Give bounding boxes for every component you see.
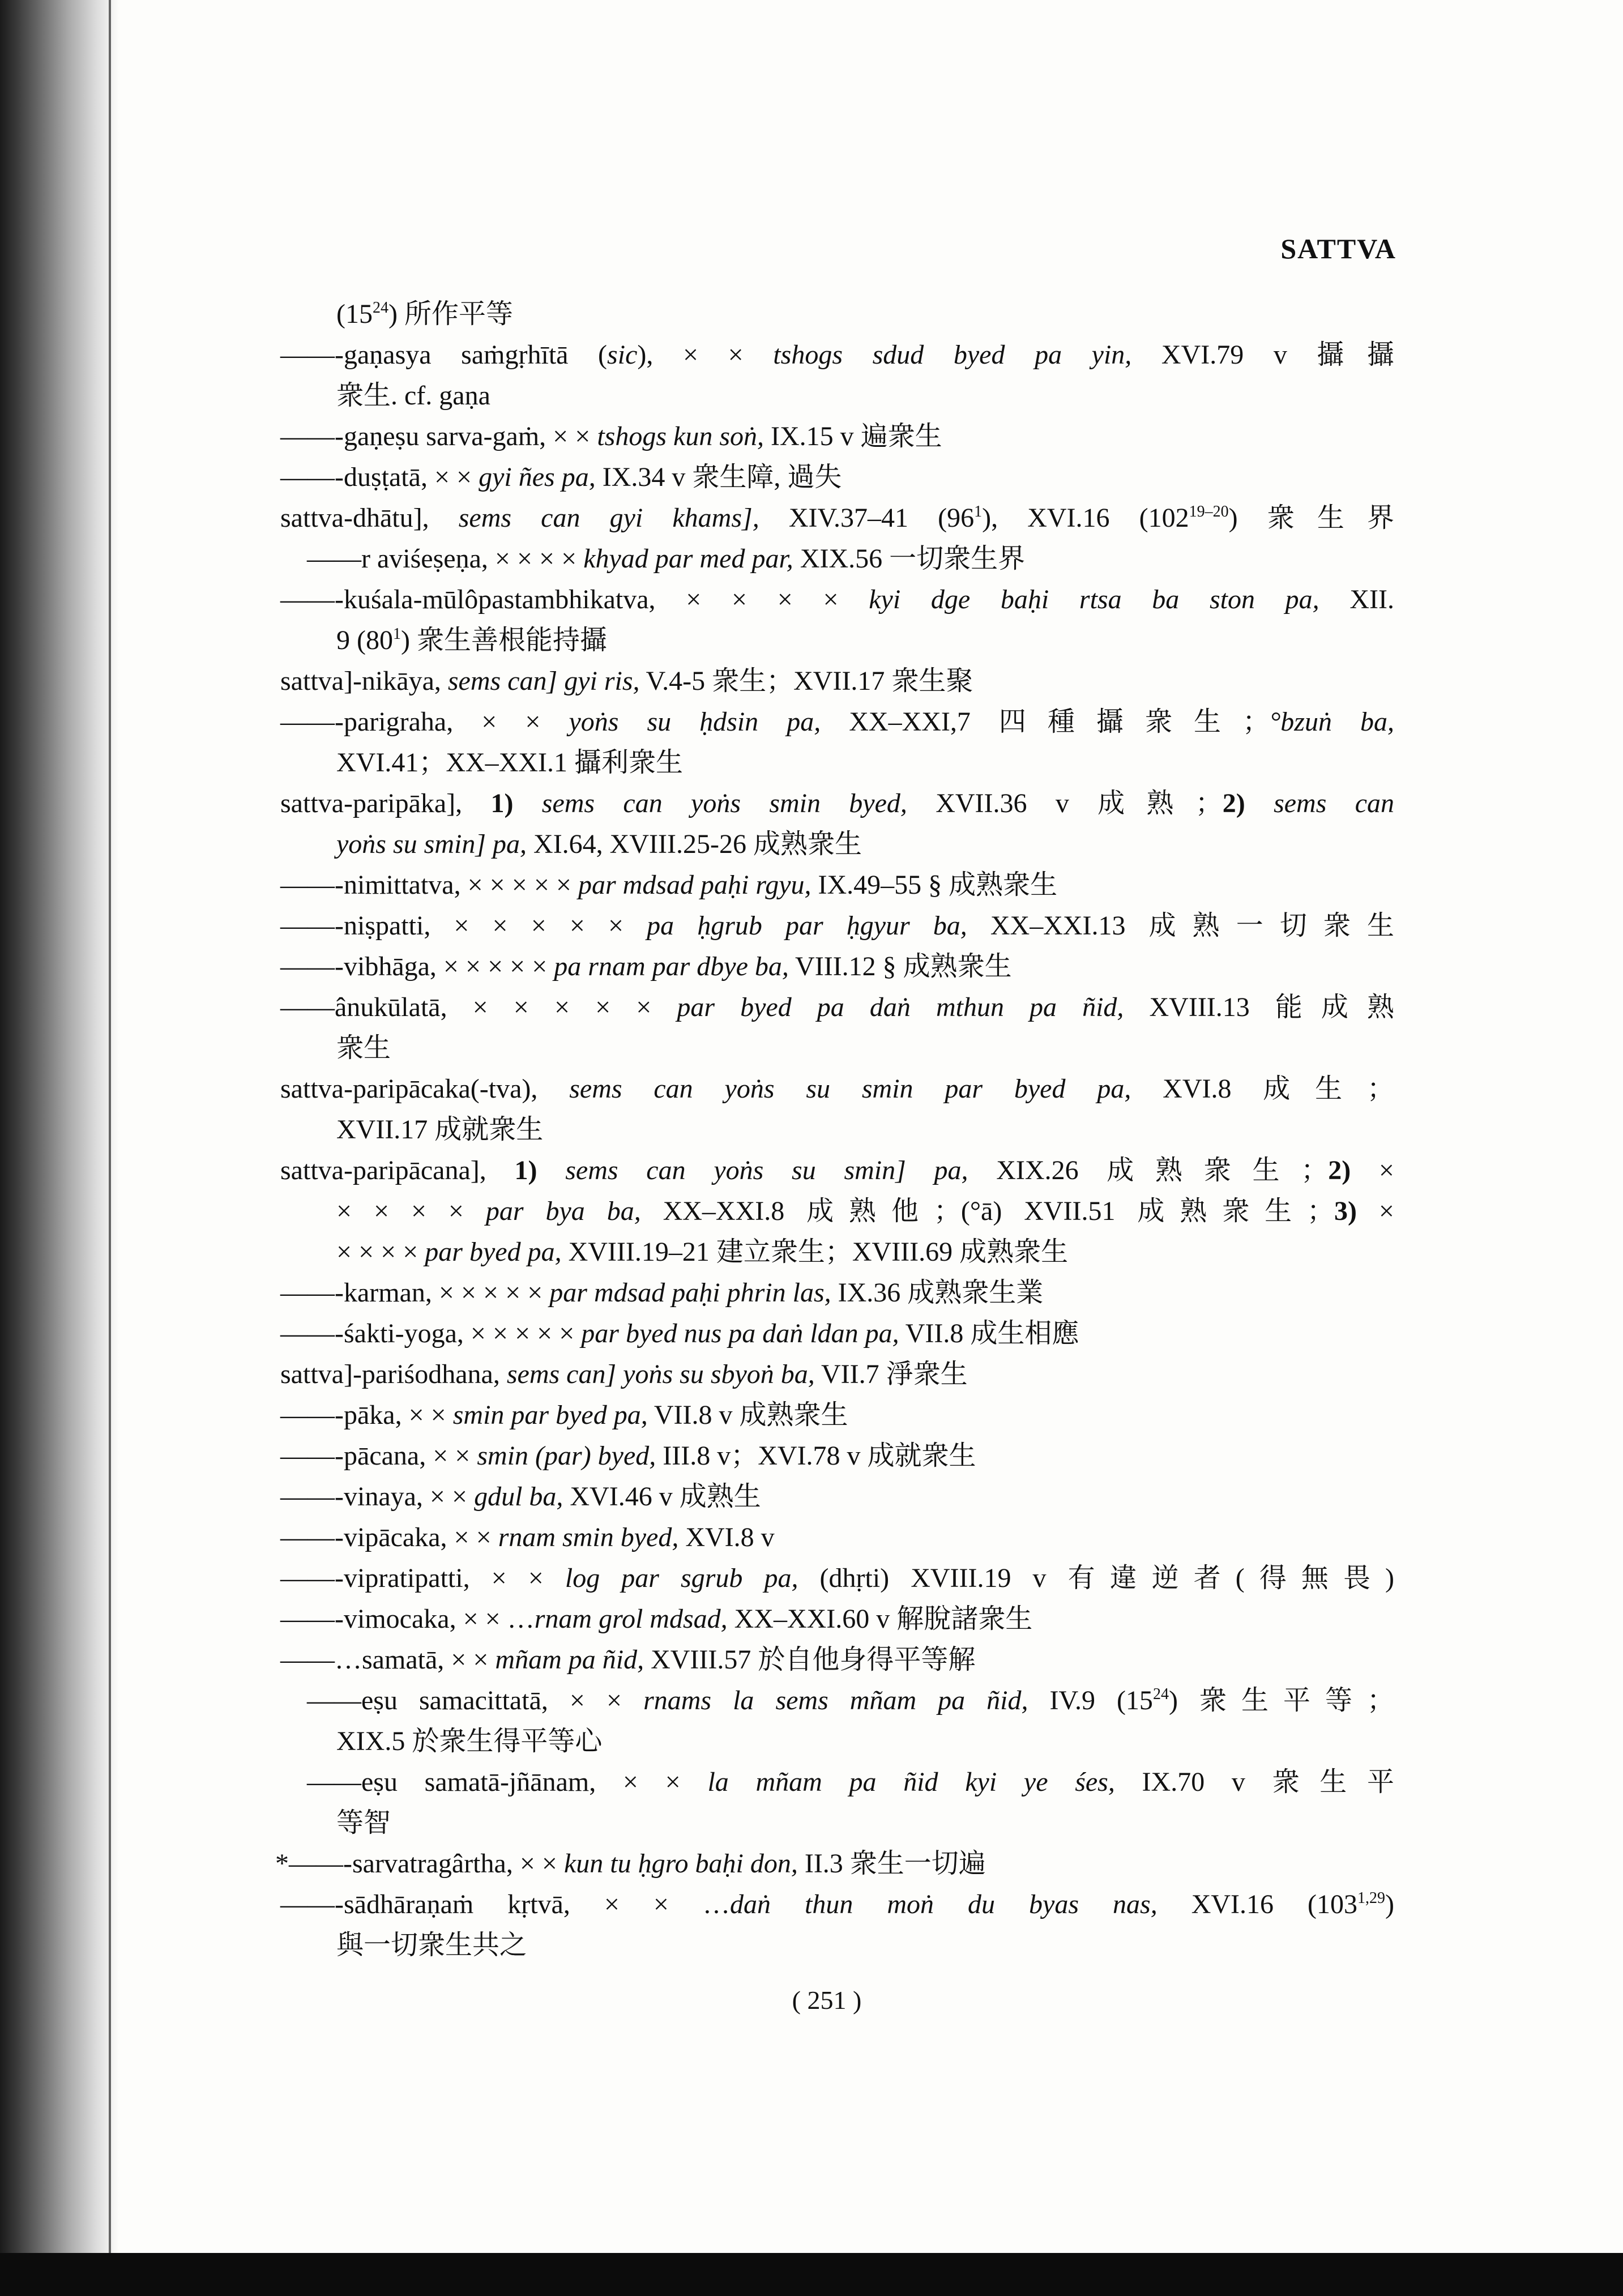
entry-text: ——-duṣṭatā, × × [280,462,479,492]
entry-text: VII.8 v 成熟衆生 [647,1400,848,1430]
entry-text: VIII.12 § 成熟衆生 [788,951,1012,981]
scan-bottom-edge [0,2253,1623,2296]
tibetan-text: sems can] yoṅs su sbyoṅ ba, [506,1359,815,1389]
entry-text: XVIII.19–21 建立衆生；XVIII.69 成熟衆生 [561,1237,1069,1267]
superscript-reference: 1 [392,625,401,643]
entry-text: 衆生 [336,1033,391,1063]
dictionary-entry-line [280,335,1394,375]
tibetan-text: par byed pa, [425,1237,562,1267]
entry-text: ——-vimocaka, × × … [280,1604,535,1634]
entry-text: (15 [336,299,373,329]
dictionary-entry-line [280,579,1394,620]
entry-text: ) [1385,1889,1394,1919]
tibetan-text: sems can yoṅs smin byed, [541,788,907,818]
entry-text: XVI.46 v 成熟生 [563,1482,761,1512]
entry-text: XVII.17 成就衆生 [336,1115,544,1145]
tibetan-text: kyi dge baḥi rtsa ba ston pa, [869,584,1319,614]
entry-text: ), XVI.16 (102 [982,503,1189,533]
entry-text: XIX.26 成熟衆生； [968,1155,1329,1185]
entry-text: III.8 v；XVI.78 v 成就衆生 [656,1441,976,1471]
dictionary-entry-line [275,1843,986,1884]
entry-continuation-line [336,375,490,416]
tibetan-text: rnam smin byed, [498,1522,679,1552]
entry-text: sattva-paripācana], [280,1155,515,1185]
entry-text: ——-vipratipatti, × × [280,1563,565,1593]
dictionary-entry-line [280,702,1394,742]
entry-text: XII. [1319,584,1394,614]
dictionary-entry-line [280,498,1394,539]
sense-number: 1) [490,788,514,818]
entry-text [513,788,541,818]
entry-text: ——-kuśala-mūlôpastambhikatva, × × × × [280,584,869,614]
dictionary-entry-line [280,1436,976,1476]
entry-text: 與一切衆生共之 [336,1930,527,1960]
dictionary-entry-line [280,1640,975,1680]
dictionary-entry-line [280,1599,1032,1640]
entry-text: sattva]-nikāya, [280,666,448,696]
dictionary-entry-line [280,416,942,457]
dictionary-entry-line [280,987,1394,1028]
entry-text: ) 所作平等 [388,299,513,329]
entry-text: II.3 衆生一切遍 [797,1849,986,1879]
tibetan-text: sic [607,340,638,370]
dictionary-entry-line [280,906,1394,946]
entry-text: ), × × [637,340,774,370]
entry-text: (dhṛti) XVIII.19 v 有違逆者(得無畏) [798,1563,1394,1593]
entry-text: ——ânukūlatā, × × × × × [280,992,677,1022]
dictionary-entry-line [280,865,1057,906]
entry-text: VII.8 成生相應 [899,1318,1079,1348]
tibetan-text: la mñam pa ñid kyi ye śes, [707,1767,1115,1797]
scan-gutter-line [109,0,111,2296]
entry-text: ——…samatā, × × [280,1645,496,1675]
dictionary-entry-line [280,1884,1394,1925]
tibetan-text: log par sgrub pa, [565,1563,798,1593]
tibetan-text: sems can yoṅs su smin par byed pa, [569,1074,1131,1104]
entry-continuation-line [336,1109,543,1150]
entry-text: ——r aviśeṣeṇa, × × × × [307,544,584,574]
entry-text: IX.49–55 § 成熟衆生 [811,870,1058,900]
entry-text: × × × × [336,1196,486,1226]
tibetan-text: par byed nus pa daṅ ldan pa, [581,1318,899,1348]
entry-text: ) 衆生善根能持攝 [400,625,607,655]
entry-text: sattva-dhātu], [280,503,459,533]
entry-text: V.4-5 衆生；XVII.17 衆生聚 [639,666,973,696]
entry-text: *——-sarvatragârtha, × × [275,1849,564,1879]
entry-text: sattva-paripāka], [280,788,491,818]
dictionary-entry-line [280,783,1394,824]
superscript-reference: 24 [372,299,388,317]
tibetan-text: sems can gyi khams], [458,503,759,533]
tibetan-text: gyi ñes pa, [479,462,596,492]
entry-text: ) 衆生平等； [1168,1685,1394,1715]
tibetan-text: pa rnam par dbye ba, [554,951,789,981]
entry-text: 等智 [336,1808,391,1838]
entry-text: ——eṣu samatā-jñānam, × × [307,1767,708,1797]
superscript-reference: 1 [974,503,983,520]
entry-text: ——-sādhāraṇaṁ kṛtvā, × × … [280,1889,730,1919]
sense-number: 2) [1328,1155,1351,1185]
tibetan-text: mñam pa ñid, [495,1645,644,1675]
tibetan-text: tshogs sdud byed pa yin, [773,340,1132,370]
dictionary-entry-line [280,661,973,702]
entry-text: ——-gaṇeṣu sarva-gaṁ, × × [280,421,597,451]
entry-continuation-line [336,620,607,661]
tibetan-text: sems can] gyi ris, [447,666,640,696]
tibetan-text: sems can yoṅs su smin] pa, [565,1155,968,1185]
tibetan-text: °bzuṅ ba, [1270,707,1394,737]
entry-text: XIV.37–41 (96 [759,503,975,533]
entry-text: ——-niṣpatti, × × × × × [280,911,647,941]
entry-text: XVI.16 (103 [1157,1889,1358,1919]
entry-continuation-line [336,1191,1394,1232]
tibetan-text: par bya ba, [485,1196,641,1226]
entry-continuation-line [336,1721,602,1762]
running-head: SATTVA [1280,233,1396,264]
entry-continuation-line [336,742,683,783]
dictionary-entry-line [280,946,1012,987]
dictionary-entry-line [280,457,842,498]
dictionary-entry-line [280,1150,1394,1191]
tibetan-text: sems can [1274,788,1395,818]
entry-continuation-line [336,1925,527,1966]
entry-text: XX–XXI.13 成熟一切衆生 [967,911,1394,941]
entry-text: XVII.36 v 成熟； [907,788,1223,818]
entry-text: 9 (80 [336,625,393,655]
entry-text: ——-vinaya, × × [280,1482,475,1512]
entry-text: XVI.8 v [678,1522,775,1552]
dictionary-entry-line [307,1762,1394,1803]
entry-text: IV.9 (15 [1028,1685,1153,1715]
entry-text: XVIII.13 能成熟 [1124,992,1395,1022]
entry-text: XVI.41；XX–XXI.1 攝利衆生 [336,748,683,778]
page-number: ( 251 ) [792,1986,862,2015]
entry-text: sattva-paripācaka(-tva), [280,1074,570,1104]
tibetan-text: gdul ba, [474,1482,563,1512]
entry-text: XIX.56 一切衆生界 [793,544,1026,574]
tibetan-text: yoṅs su ḥdsin pa, [569,707,821,737]
entry-text: ——-gaṇasya saṁgṛhītā ( [280,340,608,370]
entry-text: IX.15 v 遍衆生 [764,421,942,451]
entry-text: ——-śakti-yoga, × × × × × [280,1318,582,1348]
entry-continuation-line [336,824,862,865]
dictionary-entry-line [280,1313,1079,1354]
entry-text: ——-vibhāga, × × × × × [280,951,554,981]
entry-text: XVI.79 v 攝攝 [1131,340,1395,370]
tibetan-text: tshogs kun soṅ, [597,421,764,451]
entry-continuation-line [336,294,513,335]
entry-continuation-line [336,1028,391,1069]
dictionary-entry-line [307,1680,1394,1721]
entry-continuation-line [336,1232,1068,1273]
dictionary-entry-line [280,1395,848,1436]
superscript-reference: 19–20 [1189,503,1229,520]
tibetan-text: smin (par) byed, [477,1441,656,1471]
entry-text: XX–XXI,7 四種攝衆生； [821,707,1270,737]
tibetan-text: yoṅs su smin] pa, [336,829,527,859]
tibetan-text: khyad par med par, [583,544,793,574]
entry-text: × × × × [336,1237,425,1267]
sense-number: 1) [514,1155,537,1185]
entry-text: XI.64, XVIII.25-26 成熟衆生 [527,829,862,859]
sense-number: 3) [1334,1196,1357,1226]
dictionary-entry-line [280,1069,1394,1109]
superscript-reference: 24 [1152,1685,1169,1703]
dictionary-entry-line [280,1558,1394,1599]
sense-number: 2) [1222,788,1245,818]
entry-text: VII.7 淨衆生 [814,1359,968,1389]
entry-text: ——-pāka, × × [280,1400,453,1430]
entry-text: sattva]-pariśodhana, [280,1359,507,1389]
entry-text: ——-nimittatva, × × × × × [280,870,578,900]
entry-text: ——-karman, × × × × × [280,1278,550,1308]
entry-text: XVIII.57 於自他身得平等解 [644,1645,976,1675]
dictionary-entry-line [280,1354,968,1395]
tibetan-text: pa ḥgrub par ḥgyur ba, [647,911,967,941]
entry-text: XX–XXI.60 v 解脫諸衆生 [727,1604,1033,1634]
entry-text: ) 衆生界 [1228,503,1394,533]
superscript-reference: 1,29 [1357,1889,1386,1907]
entry-text: IX.36 成熟衆生業 [831,1278,1044,1308]
entry-text [1245,788,1274,818]
entry-text: ——eṣu samacittatā, × × [307,1685,644,1715]
dictionary-entry-line [280,1273,1043,1313]
dictionary-entry-line [280,1476,761,1517]
entry-text: ——-pācana, × × [280,1441,477,1471]
dictionary-entry-line [280,1517,775,1558]
entry-text: × [1351,1155,1395,1185]
tibetan-text: par mdsad paḥi phrin las, [549,1278,831,1308]
entry-text: IX.70 v 衆生平 [1114,1767,1394,1797]
tibetan-text: kun tu ḥgro baḥi don, [563,1849,798,1879]
scan-binding-shadow [0,0,119,2296]
entry-continuation-line [336,1803,391,1843]
tibetan-text: rnams la sems mñam pa ñid, [643,1685,1028,1715]
entry-text: XIX.5 於衆生得平等心 [336,1726,603,1756]
tibetan-text: par mdsad paḥi rgyu, [578,870,812,900]
tibetan-text: smin par byed pa, [452,1400,648,1430]
entry-text: XX–XXI.8 成熟他；(°ā) XVII.51 成熟衆生； [640,1196,1335,1226]
tibetan-text: daṅ thun moṅ du byas nas, [730,1889,1158,1919]
entry-text: ——-parigraha, × × [280,707,569,737]
entry-text: 衆生. cf. gaṇa [336,381,490,411]
entry-text: XVI.8 成生； [1131,1074,1394,1104]
tibetan-text: par byed pa daṅ mthun pa ñid, [677,992,1124,1022]
dictionary-entry-line [307,539,1025,579]
entry-text: × [1357,1196,1395,1226]
tibetan-text: rnam grol mdsad, [534,1604,728,1634]
entry-text: ——-vipācaka, × × [280,1522,498,1552]
entry-text [537,1155,566,1185]
entry-text: IX.34 v 衆生障, 過失 [595,462,842,492]
